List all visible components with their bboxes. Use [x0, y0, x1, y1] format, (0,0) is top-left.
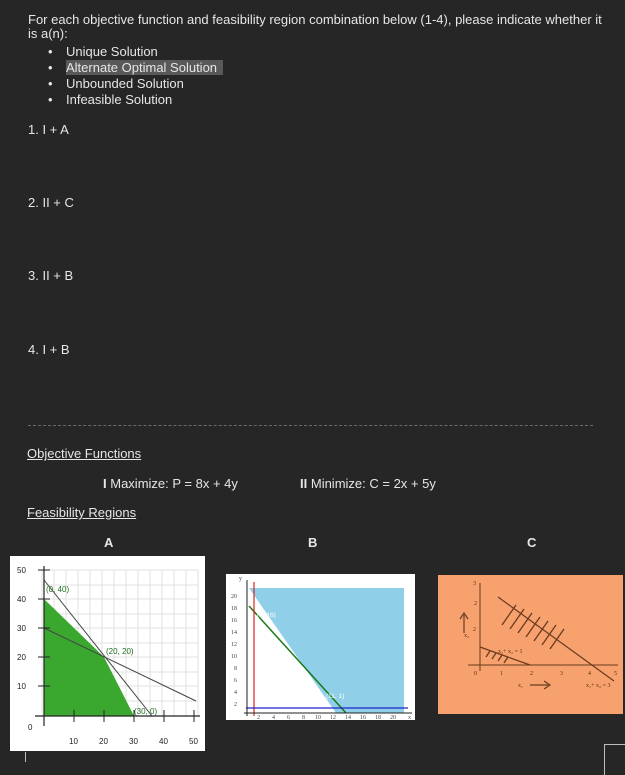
option-unique: • Unique Solution: [48, 44, 223, 60]
graph-b-xtick: 10: [315, 715, 321, 720]
graph-b-xtick: 12: [330, 715, 336, 720]
problem-4: 4. I + B: [28, 342, 70, 357]
graph-b-ytick: 16: [231, 618, 237, 624]
objective-functions-heading: Objective Functions: [27, 446, 142, 461]
graph-c-line2-label: x₁+ x₂ = 3: [586, 683, 611, 689]
graph-c-xtick: 4: [588, 671, 591, 677]
graph-b-ytick: 2: [234, 702, 237, 708]
graph-a-origin: 0: [28, 723, 33, 732]
graph-a-ytick: 50: [17, 566, 26, 575]
graph-b-point-label: (11, 1): [326, 693, 345, 700]
graph-b: [226, 574, 415, 720]
graph-a-point-label: (30, 0): [134, 707, 158, 716]
graph-a-xtick: 20: [99, 737, 108, 746]
graph-c-x-label: x₁: [518, 683, 524, 689]
graph-b-xtick: 2: [257, 715, 260, 720]
graph-b-xtick: 16: [360, 715, 366, 720]
graph-c-xtick: 1: [500, 671, 503, 677]
page-corner-mark: [604, 744, 625, 775]
region-label-a: A: [104, 535, 114, 550]
graph-a-xtick: 40: [159, 737, 168, 746]
graph-a-xtick: 10: [69, 737, 78, 746]
region-label-b: B: [308, 535, 318, 550]
option-alternate[interactable]: • Alternate Optimal Solution: [48, 60, 223, 76]
graph-c-ytick: 2: [473, 627, 476, 633]
graph-a-point-label: (0, 40): [46, 585, 70, 594]
graph-b-xtick: 4: [272, 715, 275, 720]
graph-b-xtick: 18: [375, 715, 381, 720]
solution-type-list: [48, 44, 223, 108]
graph-b-xtick: 14: [345, 715, 351, 720]
graph-c-line1-label: x₁+ x₂ = 1: [498, 649, 523, 655]
graph-c-xtick: 0: [474, 671, 477, 677]
graph-c: [438, 575, 623, 714]
feasibility-regions-heading: Feasibility Regions: [27, 505, 137, 520]
graph-a-xtick: 30: [129, 737, 138, 746]
region-label-c: C: [527, 535, 537, 550]
graph-c-ytick: 2: [474, 601, 477, 607]
graph-b-y-axis-label: y: [239, 576, 242, 582]
objective-one: I Maximize: P = 8x + 4y: [103, 476, 238, 491]
graph-b-ytick: 10: [231, 654, 237, 660]
graph-b-x-axis-label: x: [408, 715, 411, 720]
graph-b-ytick: 18: [231, 606, 237, 612]
graph-a: [10, 556, 205, 751]
instructions-text: For each objective function and feasibility region combination below (1-4), please indicate whether it is a(n):: [28, 12, 602, 41]
divider: [28, 425, 593, 426]
graph-b-xtick: 6: [287, 715, 290, 720]
graph-c-xtick: 5: [614, 671, 617, 677]
graph-b-point-label: (1, 16): [257, 612, 276, 619]
option-infeasible: • Infeasible Solution: [48, 92, 223, 108]
graph-a-ytick: 40: [17, 595, 26, 604]
problem-1: 1. I + A: [28, 122, 69, 137]
graph-b-ytick: 12: [231, 642, 237, 648]
graph-b-xtick: 20: [390, 715, 396, 720]
graph-a-ytick: 20: [17, 653, 26, 662]
page-left-mark: [25, 752, 26, 762]
problem-3: 3. II + B: [28, 268, 74, 283]
graph-b-ytick: 14: [231, 630, 237, 636]
graph-b-ytick: 4: [234, 690, 237, 696]
graph-b-ytick: 20: [231, 594, 237, 600]
graph-b-ytick: 6: [234, 678, 237, 684]
graph-a-point-label: (20, 20): [106, 647, 134, 656]
graph-c-xtick: 2: [530, 671, 533, 677]
graph-a-xtick: 50: [189, 737, 198, 746]
problem-2: 2. II + C: [28, 195, 74, 210]
graph-c-y-label: x₂: [464, 633, 470, 639]
graph-b-ytick: 8: [234, 666, 237, 672]
graph-a-ytick: 30: [17, 624, 26, 633]
graph-c-xtick: 3: [560, 671, 563, 677]
objective-two: II Minimize: C = 2x + 5y: [300, 476, 436, 491]
graph-b-xtick: 8: [302, 715, 305, 720]
option-unbounded: • Unbounded Solution: [48, 76, 223, 92]
graph-a-ytick: 10: [17, 682, 26, 691]
graph-c-ytick: 3: [473, 581, 476, 587]
